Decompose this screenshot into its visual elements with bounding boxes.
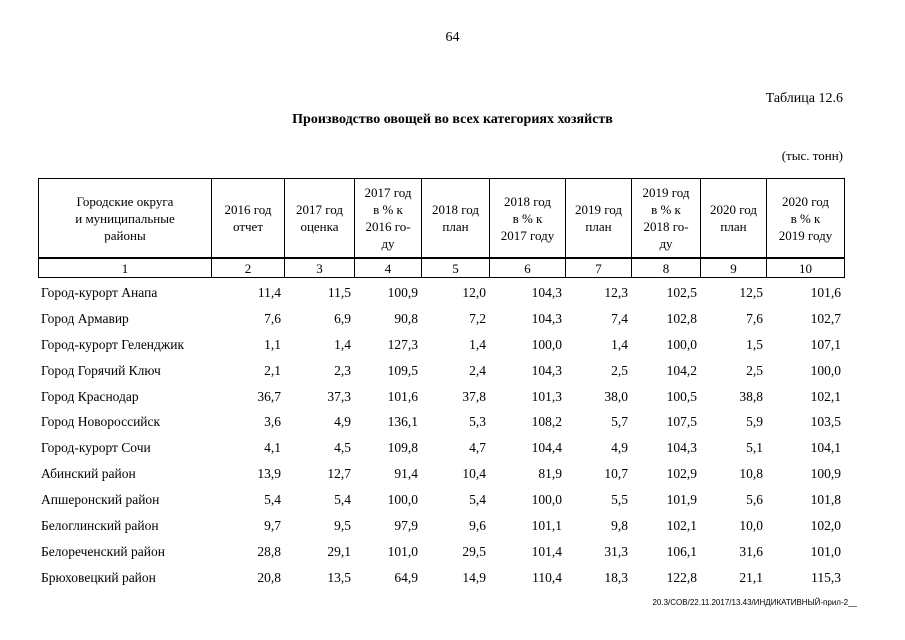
header-2019-plan: 2019 год план bbox=[566, 179, 632, 259]
table-cell: 7,6 bbox=[746, 310, 763, 326]
table-cell: 12,0 bbox=[462, 284, 486, 300]
table-cell: 101,6 bbox=[810, 284, 841, 300]
table-cell: 9,6 bbox=[469, 517, 486, 533]
table-cell: 115,3 bbox=[811, 569, 841, 585]
table-cell: 108,2 bbox=[531, 414, 562, 430]
table-cell: 122,8 bbox=[666, 569, 697, 585]
table-row bbox=[38, 306, 844, 332]
table-cell: 10,4 bbox=[462, 466, 486, 482]
column-number: 5 bbox=[422, 258, 490, 278]
table-cell: 5,9 bbox=[746, 414, 763, 430]
table-cell: 5,4 bbox=[264, 492, 281, 508]
table-cell: 10,8 bbox=[739, 466, 763, 482]
table-cell: 109,5 bbox=[387, 362, 418, 378]
table-cell: 7,2 bbox=[469, 310, 486, 326]
table-cell: 101,0 bbox=[810, 543, 841, 559]
table-cell: 97,9 bbox=[394, 517, 418, 533]
table-cell: 102,1 bbox=[810, 388, 841, 404]
table-cell: 136,1 bbox=[387, 414, 418, 430]
table-cell: 9,7 bbox=[264, 517, 281, 533]
table-cell: 4,5 bbox=[334, 440, 351, 456]
table-cell: 12,5 bbox=[739, 284, 763, 300]
table-cell: 10,0 bbox=[739, 517, 763, 533]
table-cell: 38,0 bbox=[604, 388, 628, 404]
table-label: Таблица 12.6 bbox=[765, 91, 843, 106]
table-cell: 106,1 bbox=[666, 543, 697, 559]
district-name: Город-курорт Анапа bbox=[41, 284, 158, 300]
table-cell: 109,8 bbox=[387, 440, 418, 456]
table-cell: 107,5 bbox=[666, 414, 697, 430]
table-cell: 81,9 bbox=[538, 466, 562, 482]
table-cell: 102,9 bbox=[666, 466, 697, 482]
table-cell: 38,8 bbox=[739, 388, 763, 404]
column-number: 1 bbox=[39, 258, 212, 278]
table-title: Производство овощей во всех категориях хозяйств bbox=[292, 112, 613, 127]
table-cell: 104,1 bbox=[810, 440, 841, 456]
table-cell: 21,1 bbox=[739, 569, 763, 585]
table-cell: 4,7 bbox=[469, 440, 486, 456]
table-cell: 100,0 bbox=[810, 362, 841, 378]
table-cell: 5,3 bbox=[469, 414, 486, 430]
column-number: 8 bbox=[632, 258, 701, 278]
table-cell: 11,4 bbox=[257, 284, 281, 300]
header-2017-pct: 2017 год в % к 2016 го- ду bbox=[355, 179, 422, 259]
table-cell: 13,5 bbox=[327, 569, 351, 585]
table-cell: 4,1 bbox=[264, 440, 281, 456]
table-cell: 29,5 bbox=[462, 543, 486, 559]
table-row bbox=[38, 409, 844, 435]
district-name: Город-курорт Сочи bbox=[41, 440, 151, 456]
table-cell: 102,1 bbox=[666, 517, 697, 533]
table-cell: 104,4 bbox=[531, 440, 562, 456]
table-cell: 1,4 bbox=[611, 336, 628, 352]
table-cell: 4,9 bbox=[611, 440, 628, 456]
table-header bbox=[38, 178, 845, 278]
district-name: Апшеронский район bbox=[41, 492, 160, 508]
table-cell: 100,0 bbox=[531, 492, 562, 508]
district-name: Город Армавир bbox=[41, 310, 129, 326]
table-row bbox=[38, 384, 844, 410]
table-cell: 14,9 bbox=[462, 569, 486, 585]
table-cell: 31,6 bbox=[739, 543, 763, 559]
column-number-row bbox=[39, 258, 845, 278]
table-cell: 31,3 bbox=[604, 543, 628, 559]
footer-document-code: 20.3/COB/22.11.2017/13.43/ИНДИКАТИВНЫЙ-прил-2__ bbox=[652, 598, 857, 607]
table-cell: 6,9 bbox=[334, 310, 351, 326]
table-cell: 4,9 bbox=[334, 414, 351, 430]
table-row bbox=[38, 461, 844, 487]
table-cell: 37,3 bbox=[327, 388, 351, 404]
table-cell: 18,3 bbox=[604, 569, 628, 585]
table-cell: 90,8 bbox=[394, 310, 418, 326]
header-2018-plan: 2018 год план bbox=[422, 179, 490, 259]
district-name: Белореченский район bbox=[41, 543, 165, 559]
table-cell: 2,5 bbox=[746, 362, 763, 378]
table-cell: 28,8 bbox=[257, 543, 281, 559]
table-cell: 100,0 bbox=[666, 336, 697, 352]
table-cell: 102,0 bbox=[810, 517, 841, 533]
table-cell: 101,1 bbox=[531, 517, 562, 533]
table-cell: 104,3 bbox=[531, 362, 562, 378]
table-cell: 104,3 bbox=[531, 284, 562, 300]
table-cell: 64,9 bbox=[394, 569, 418, 585]
table-cell: 1,5 bbox=[746, 336, 763, 352]
district-name: Город-курорт Геленджик bbox=[41, 336, 185, 352]
table-row bbox=[38, 539, 844, 565]
table-cell: 101,8 bbox=[810, 492, 841, 508]
table-cell: 102,7 bbox=[810, 310, 841, 326]
header-2020-pct: 2020 год в % к 2019 году bbox=[767, 179, 845, 259]
column-number: 3 bbox=[285, 258, 355, 278]
table-cell: 104,3 bbox=[666, 440, 697, 456]
table-cell: 104,2 bbox=[666, 362, 697, 378]
table-cell: 102,5 bbox=[666, 284, 697, 300]
table-cell: 2,4 bbox=[469, 362, 486, 378]
district-name: Город Новороссийск bbox=[41, 414, 161, 430]
table-cell: 1,1 bbox=[264, 336, 281, 352]
table-row bbox=[38, 513, 844, 539]
column-number: 2 bbox=[212, 258, 285, 278]
column-number: 7 bbox=[566, 258, 632, 278]
header-2018-pct: 2018 год в % к 2017 году bbox=[490, 179, 566, 259]
district-name: Белоглинский район bbox=[41, 517, 159, 533]
header-district: Городские округа и муниципальные районы bbox=[39, 179, 212, 259]
table-cell: 101,4 bbox=[531, 543, 562, 559]
table-cell: 104,3 bbox=[531, 310, 562, 326]
header-2019-pct: 2019 год в % к 2018 го- ду bbox=[632, 179, 701, 259]
table-cell: 102,8 bbox=[666, 310, 697, 326]
table-cell: 5,7 bbox=[611, 414, 628, 430]
table-row bbox=[38, 435, 844, 461]
column-number: 6 bbox=[490, 258, 566, 278]
table-cell: 7,4 bbox=[611, 310, 628, 326]
district-name: Город Краснодар bbox=[41, 388, 139, 404]
table-cell: 9,5 bbox=[334, 517, 351, 533]
table-cell: 5,1 bbox=[746, 440, 763, 456]
table-cell: 110,4 bbox=[532, 569, 562, 585]
table-cell: 100,0 bbox=[387, 492, 418, 508]
table-cell: 100,9 bbox=[810, 466, 841, 482]
header-2017-estimate: 2017 год оценка bbox=[285, 179, 355, 259]
table-cell: 37,8 bbox=[462, 388, 486, 404]
table-cell: 12,3 bbox=[604, 284, 628, 300]
column-number: 10 bbox=[767, 258, 845, 278]
table-cell: 2,1 bbox=[264, 362, 281, 378]
table-cell: 20,8 bbox=[257, 569, 281, 585]
table-row bbox=[38, 280, 844, 306]
table-cell: 1,4 bbox=[469, 336, 486, 352]
table-cell: 5,5 bbox=[611, 492, 628, 508]
district-name: Город Горячий Ключ bbox=[41, 362, 161, 378]
page-number: 64 bbox=[445, 30, 460, 45]
table-cell: 100,0 bbox=[531, 336, 562, 352]
column-number: 9 bbox=[701, 258, 767, 278]
table-cell: 101,9 bbox=[666, 492, 697, 508]
table-cell: 29,1 bbox=[327, 543, 351, 559]
table-cell: 5,4 bbox=[469, 492, 486, 508]
table-row bbox=[38, 358, 844, 384]
table-cell: 100,9 bbox=[387, 284, 418, 300]
table-cell: 101,3 bbox=[531, 388, 562, 404]
table-cell: 12,7 bbox=[327, 466, 351, 482]
table-cell: 107,1 bbox=[810, 336, 841, 352]
header-2016-report: 2016 год отчет bbox=[212, 179, 285, 259]
table-row bbox=[38, 565, 844, 591]
table-cell: 10,7 bbox=[604, 466, 628, 482]
table-cell: 13,9 bbox=[257, 466, 281, 482]
table-cell: 11,5 bbox=[327, 284, 351, 300]
table-cell: 91,4 bbox=[394, 466, 418, 482]
table-cell: 9,8 bbox=[611, 517, 628, 533]
table-cell: 36,7 bbox=[257, 388, 281, 404]
header-2020-plan: 2020 год план bbox=[701, 179, 767, 259]
table-cell: 5,4 bbox=[334, 492, 351, 508]
table-row bbox=[38, 487, 844, 513]
table-row bbox=[38, 332, 844, 358]
district-name: Абинский район bbox=[41, 466, 136, 482]
column-number: 4 bbox=[355, 258, 422, 278]
table-cell: 2,5 bbox=[611, 362, 628, 378]
table-cell: 103,5 bbox=[810, 414, 841, 430]
district-name: Брюховецкий район bbox=[41, 569, 156, 585]
table-cell: 127,3 bbox=[387, 336, 418, 352]
table-cell: 7,6 bbox=[264, 310, 281, 326]
table-cell: 101,0 bbox=[387, 543, 418, 559]
table-cell: 1,4 bbox=[334, 336, 351, 352]
table-cell: 2,3 bbox=[334, 362, 351, 378]
units-label: (тыс. тонн) bbox=[781, 148, 843, 163]
data-table bbox=[38, 280, 844, 591]
table-cell: 5,6 bbox=[746, 492, 763, 508]
table-cell: 101,6 bbox=[387, 388, 418, 404]
table-cell: 3,6 bbox=[264, 414, 281, 430]
table-cell: 100,5 bbox=[666, 388, 697, 404]
